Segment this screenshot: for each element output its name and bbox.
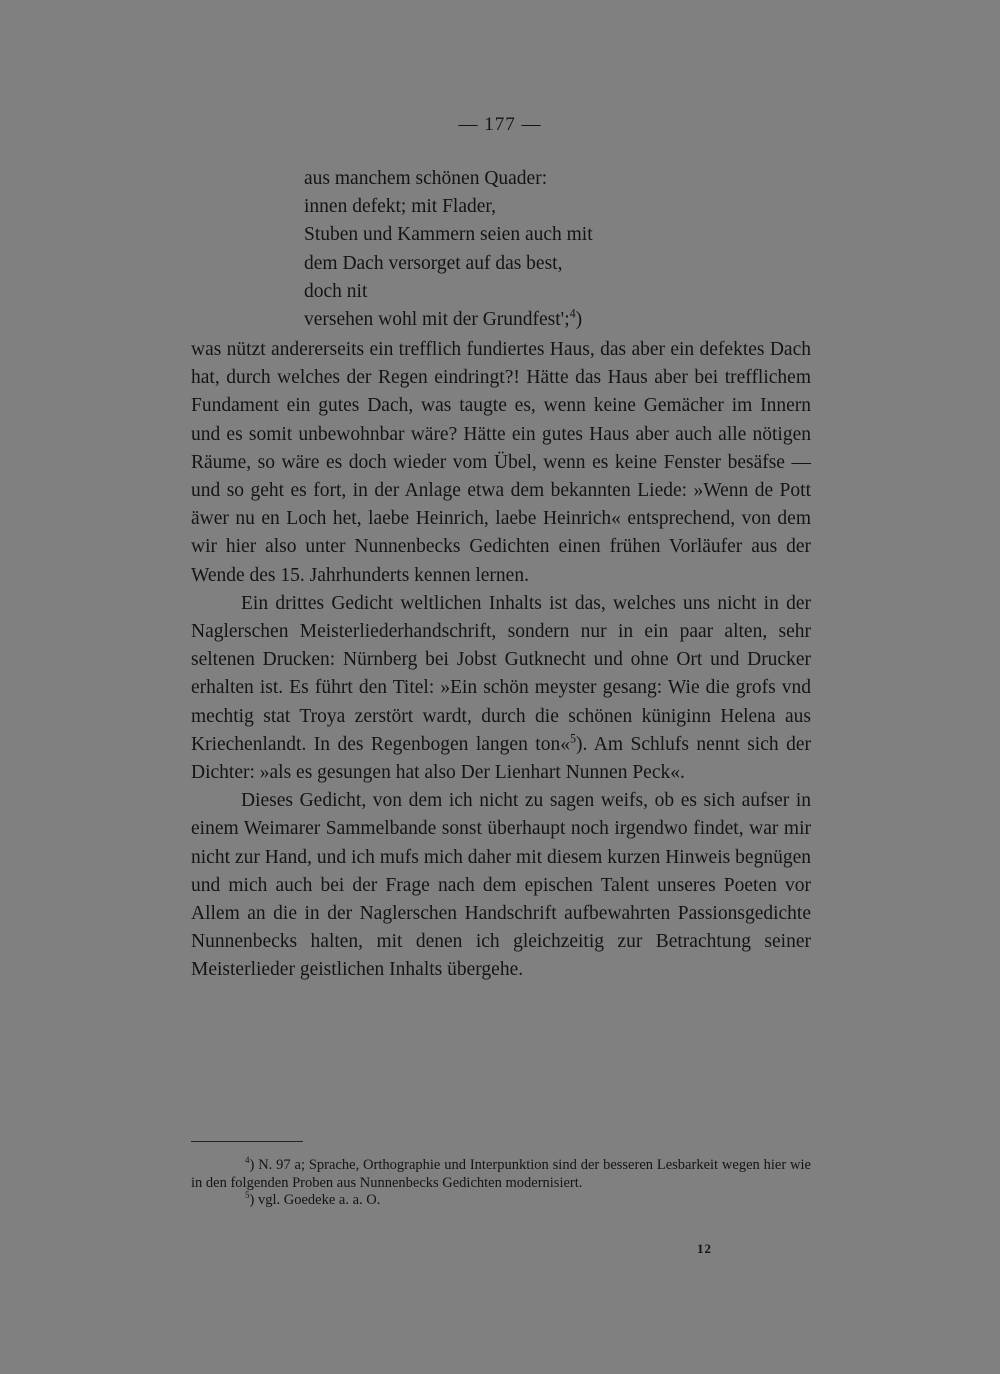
paragraph-third-poem <box>191 590 811 787</box>
paragraph-text: ). Am Schlufs nennt sich der Dichter: »als es gesungen hat also Der Lienhart Nunnen Peck«. <box>191 733 811 784</box>
paragraph-epic-talent: Dieses Gedicht, von dem ich nicht zu sagen weifs, ob es sich aufser in einem Weimarer Sammelbande sonst überhaupt noch irgendwo findet, war mir nicht zur Hand, und ich mufs mich daher mit diesem kurzen Hinweis begnügen und mich auch bei der Frage nach dem epischen Talent unseres Poeten vor Allem an die in der Naglerschen Handschrift aufbewahrten Passionsgedichte Nunnenbecks halten, mit denen ich gleichzeitig zur Betrachtung seiner Meisterlieder geistlichen Inhalts übergehe. <box>191 790 811 981</box>
signature-mark: 12 <box>697 1241 712 1256</box>
verse-line: innen defekt; mit Flader, <box>304 196 497 218</box>
footnote-text: ) vgl. Goedeke a. a. O. <box>249 1192 381 1208</box>
footnote-5 <box>191 1192 811 1210</box>
paragraph-text: Ein drittes Gedicht weltlichen Inhalts ist das, welches uns nicht in der Naglerschen Meisterliederhandschrift, sondern nur in ein paar alten, sehr seltenen Drucken: Nürnberg bei Jobst Gutknecht und ohne Ort und Drucker erhalten ist. Es führt den Titel: »Ein schön meyster gesang: Wie die grofs vnd mechtig stat Troya zerstört wardt, durch die schönen küniginn Helena aus Kriechenlandt. In des Regenbogen langen ton« <box>191 592 811 755</box>
footnote-ref-5: 5 <box>569 731 577 746</box>
verse-line-text: versehen wohl mit der Grundfest'; <box>304 309 570 331</box>
verse-quotation <box>304 165 593 334</box>
verse-close-paren: ) <box>575 309 583 331</box>
verse-line-last <box>304 306 593 334</box>
footnote-divider <box>191 1141 303 1142</box>
footnotes <box>191 1157 811 1210</box>
footnote-marker: 5 <box>245 1190 250 1201</box>
footnote-ref-4: 4 <box>569 306 576 321</box>
footnote-4 <box>191 1157 811 1192</box>
verse-line: dem Dach versorget auf das best, <box>304 252 563 274</box>
footnote-text: ) N. 97 a; Sprache, Orthographie und Interpunktion sind der besseren Lesbarkeit wegen hier wie in den folgenden Proben aus Nunnenbecks Gedichten modernisiert. <box>191 1157 811 1191</box>
verse-line: Stuben und Kammern seien auch mit <box>304 224 593 246</box>
paragraph-continuation: was nützt andererseits ein trefflich fundiertes Haus, das aber ein defektes Dach hat, durch welches der Regen eindringt?! Hätte das Haus aber bei trefflichem Fundament ein gutes Dach, was taugte es, wenn keine Gemächer im Innern und es somit unbewohnbar wäre? Hätte ein gutes Haus aber auch alle nötigen Räume, so wäre es doch wieder vom Übel, wenn es keine Fenster besäfse — und so geht es fort, in der Anlage etwa dem bekannten Liede: »Wenn de Pott äwer nu en Loch het, laebe Heinrich, laebe Heinrich« entsprechend, von dem wir hier also unter Nunnenbecks Gedichten einen frühen Vorläufer aus der Wende des 15. Jahrhunderts kennen lernen. <box>191 339 811 586</box>
verse-line: doch nit <box>304 280 368 302</box>
footnote-marker: 4 <box>245 1155 250 1166</box>
body-text <box>191 336 811 985</box>
page-number: — 177 — <box>458 114 542 135</box>
verse-line: aus manchem schönen Quader: <box>304 168 548 189</box>
